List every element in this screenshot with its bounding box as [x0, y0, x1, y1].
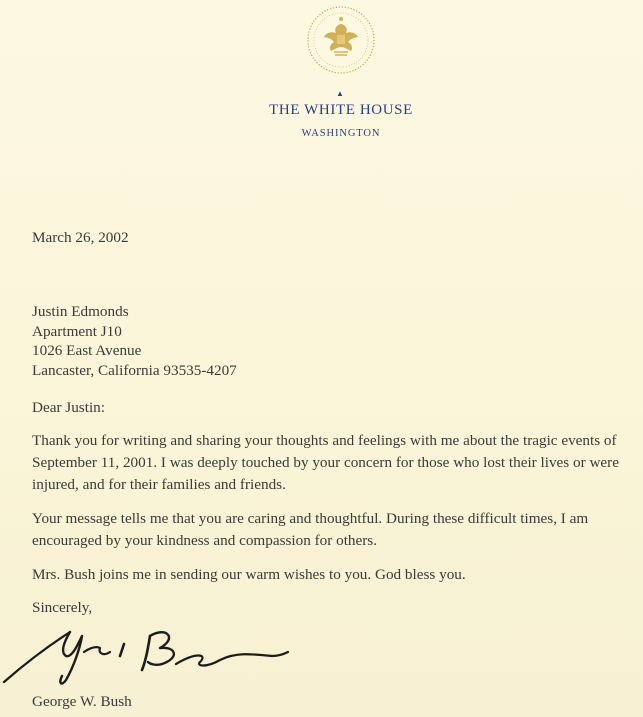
letterhead-title: THE WHITE HOUSE	[269, 102, 413, 118]
signer-name: George W. Bush	[32, 693, 132, 710]
recipient-apartment: Apartment J10	[32, 322, 122, 340]
body-paragraph-2: Your message tells me that you are caring and thoughtful. During these difficult times, I am encouraged by your kindness and compassion for others.	[32, 510, 589, 549]
presidential-seal-icon	[305, 4, 377, 76]
closing: Sincerely,	[32, 599, 93, 616]
recipient-street: 1026 East Avenue	[32, 342, 142, 359]
greeting: Dear Justin:	[32, 399, 105, 416]
recipient-city: Lancaster, California 93535-4207	[32, 361, 237, 379]
body-paragraph-3: Mrs. Bush joins me in sending our warm wishes to you. God bless you.	[32, 566, 466, 583]
handwritten-signature-icon	[0, 612, 290, 694]
recipient-address	[32, 302, 237, 380]
letterhead-city: WASHINGTON	[301, 128, 381, 139]
letter-date: March 26, 2002	[32, 229, 129, 246]
star-icon: ▲	[336, 89, 344, 98]
body-paragraph-1: Thank you for writing and sharing your thoughts and feelings with me about the tragic events of September 11, 2001. I was deeply touched by your concern for those who lost their lives or were injured, and for their families and friends.	[32, 432, 619, 493]
recipient-name: Justin Edmonds	[32, 303, 129, 320]
